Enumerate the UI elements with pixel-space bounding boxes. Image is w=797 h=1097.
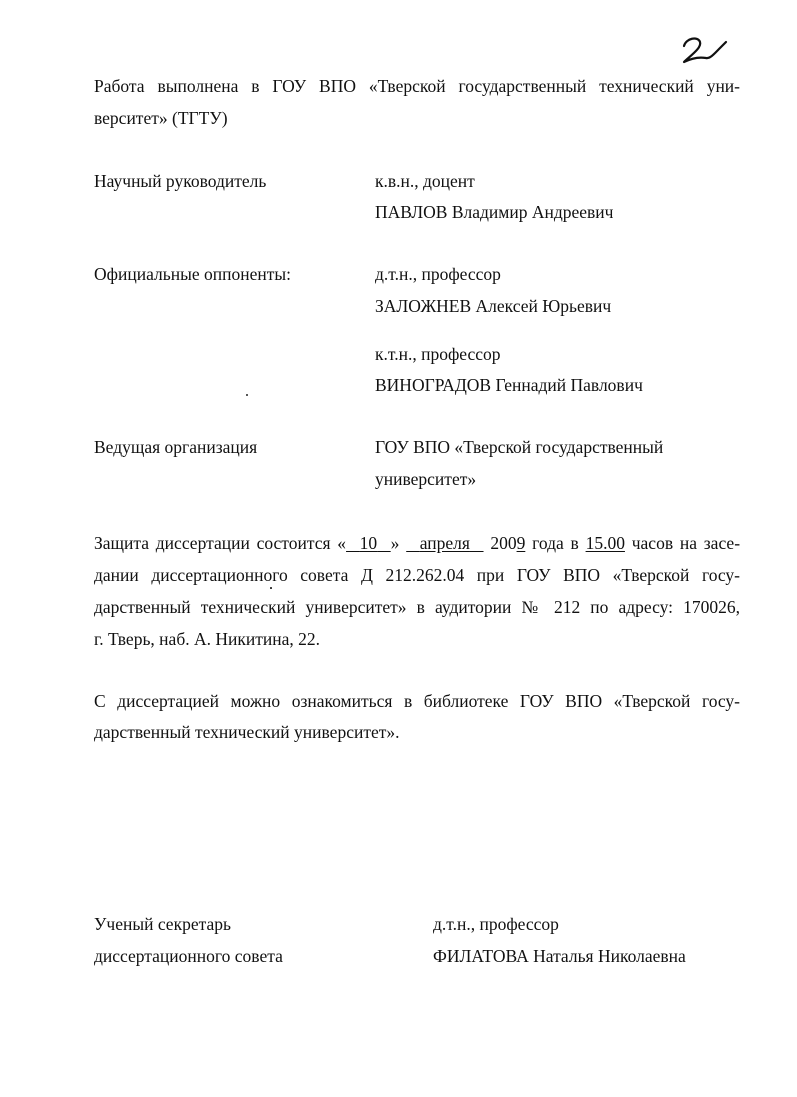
defense-suffix: часов на засе- <box>631 533 741 553</box>
secretary-title: д.т.н., профессор <box>433 914 559 934</box>
defense-year: 2009 <box>490 533 526 553</box>
handwritten-page-number <box>676 36 728 66</box>
opponents-label: Официальные оппоненты: <box>94 264 291 284</box>
leading-org-line-2: университет» <box>375 469 477 489</box>
intro-line-1: Работа выполнена в ГОУ ВПО «Тверской государственный технический уни- <box>94 76 740 96</box>
defense-quote-close: » <box>390 533 400 553</box>
scan-speck <box>246 394 248 396</box>
supervisor-label: Научный руководитель <box>94 171 267 191</box>
defense-line-4: г. Тверь, наб. А. Никитина, 22. <box>94 629 320 649</box>
opponent-2-title: к.т.н., профессор <box>375 344 501 364</box>
defense-time: 15.00 <box>585 533 625 553</box>
opponent-1-title: д.т.н., профессор <box>375 264 501 284</box>
library-line-1: С диссертацией можно ознакомиться в библиотеке ГОУ ВПО «Тверской госу- <box>94 691 740 711</box>
defense-prefix: Защита диссертации состоится « <box>94 533 347 553</box>
supervisor-name: ПАВЛОВ Владимир Андреевич <box>375 202 614 222</box>
defense-time-prefix: года в <box>532 533 579 553</box>
defense-line-2: дании диссертационного совета Д 212.262.04 при ГОУ ВПО «Тверской госу- <box>94 565 740 585</box>
leading-org-label: Ведущая организация <box>94 437 258 457</box>
opponent-2-name: ВИНОГРАДОВ Геннадий Павлович <box>375 375 643 395</box>
defense-line-1 <box>94 533 740 554</box>
defense-day: 10 <box>359 533 378 553</box>
supervisor-title: к.в.н., доцент <box>375 171 475 191</box>
library-line-2: дарственный технический университет». <box>94 722 400 742</box>
leading-org-line-1: ГОУ ВПО «Тверской государственный <box>375 437 664 457</box>
intro-line-2: верситет» (ТГТУ) <box>94 108 228 128</box>
secretary-name: ФИЛАТОВА Наталья Николаевна <box>433 946 686 966</box>
defense-month: апреля <box>419 533 470 553</box>
defense-line-3: дарственный технический университет» в аудитории № 212 по адресу: 170026, <box>94 597 740 617</box>
opponent-1-name: ЗАЛОЖНЕВ Алексей Юрьевич <box>375 296 612 316</box>
secretary-label-line-2: диссертационного совета <box>94 946 283 966</box>
scan-speck <box>270 587 272 589</box>
secretary-label-line-1: Ученый секретарь <box>94 914 231 934</box>
